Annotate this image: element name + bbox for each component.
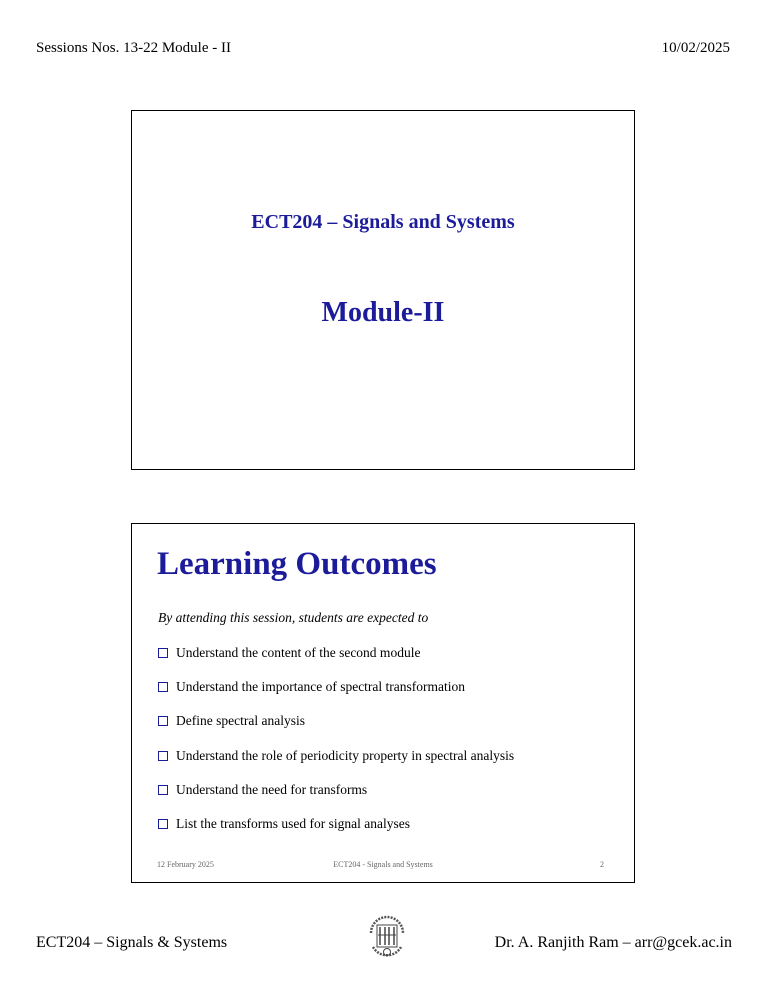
- slide-heading: Learning Outcomes: [157, 546, 437, 582]
- list-item-text: Understand the content of the second module: [176, 644, 421, 660]
- slide-title: [131, 110, 635, 470]
- checkbox-bullet-icon: [158, 682, 168, 692]
- checkbox-bullet-icon: [158, 716, 168, 726]
- list-item-text: Understand the role of periodicity property in spectral analysis: [176, 747, 515, 763]
- list-item-text: Understand the importance of spectral transformation: [176, 678, 466, 694]
- module-title: Module-II: [321, 297, 445, 328]
- list-item-text: Define spectral analysis: [176, 713, 305, 729]
- list-item: [158, 782, 514, 799]
- checkbox-bullet-icon: [158, 751, 168, 761]
- outcomes-list: [158, 644, 514, 850]
- slide-page-number: 2: [600, 860, 604, 869]
- course-title: ECT204 – Signals and Systems: [251, 211, 515, 233]
- checkbox-bullet-icon: [158, 819, 168, 829]
- page-footer-right: Dr. A. Ranjith Ram – arr@gcek.ac.in: [494, 934, 732, 951]
- slide-footer-date: 12 February 2025: [157, 860, 214, 869]
- list-item: [158, 816, 514, 833]
- list-item: [158, 644, 514, 661]
- checkbox-bullet-icon: [158, 785, 168, 795]
- list-item-text: Understand the need for transforms: [176, 782, 368, 798]
- list-item: [158, 678, 514, 695]
- page-header-date: 10/02/2025: [661, 40, 730, 56]
- slide-intro: By attending this session, students are expected to: [158, 610, 429, 625]
- college-seal-icon: [367, 911, 407, 961]
- checkbox-bullet-icon: [158, 648, 168, 658]
- list-item-text: List the transforms used for signal analyses: [176, 816, 410, 832]
- slide-learning-outcomes: [131, 523, 635, 883]
- slide-footer-course: ECT204 - Signals and Systems: [333, 860, 433, 869]
- list-item: [158, 747, 514, 764]
- list-item: [158, 713, 514, 730]
- page-footer-left: ECT204 – Signals & Systems: [36, 934, 228, 951]
- page-header-left: Sessions Nos. 13-22 Module - II: [36, 40, 231, 56]
